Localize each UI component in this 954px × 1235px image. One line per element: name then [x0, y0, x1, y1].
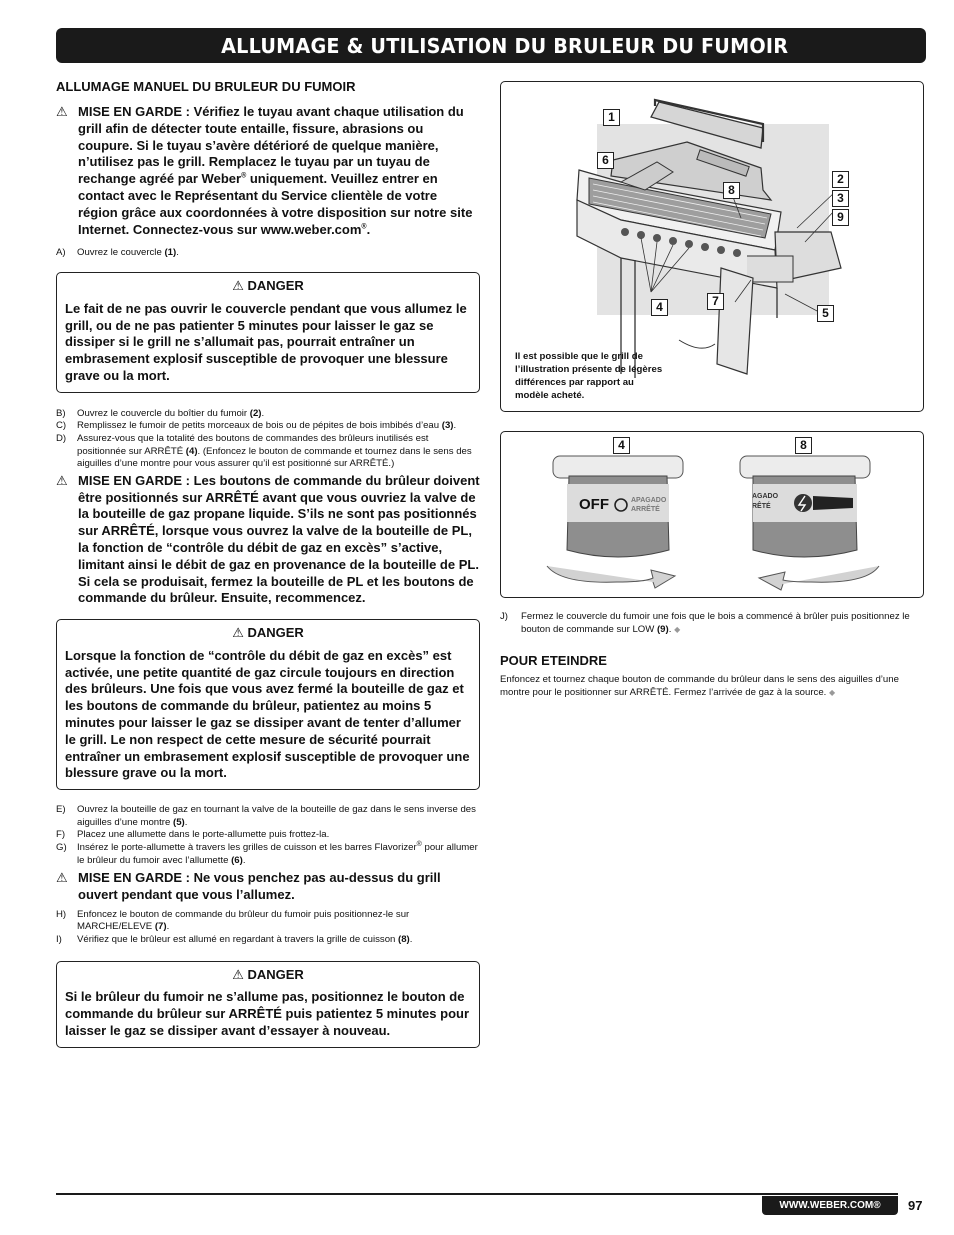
warning-triangle-icon: ⚠ — [56, 870, 68, 886]
step-f: F) Placez une allumette dans le porte-allumette puis frottez-la. — [56, 829, 330, 841]
callout-4: 4 — [651, 299, 668, 316]
page-title: ALLUMAGE & UTILISATION DU BRULEUR DU FUMOIR — [221, 34, 789, 58]
grill-illustration — [500, 81, 924, 412]
diamond-icon: ◆ — [674, 624, 681, 634]
knob-right-marking: AGADO RÊTÉ — [752, 493, 779, 510]
warning-lean: ⚠ MISE EN GARDE : Ne vous penchez pas au-dessus du grill ouvert pendant que vous l’allumez. — [56, 870, 441, 903]
header-bar — [56, 28, 926, 63]
section-title: ALLUMAGE MANUEL DU BRULEUR DU FUMOIR — [56, 79, 356, 94]
knob-illustration — [500, 431, 924, 598]
step-b: B) Ouvrez le couvercle du boîtier du fumoir (2). — [56, 407, 265, 419]
footer-url: WWW.WEBER.COM® — [762, 1196, 898, 1215]
diamond-icon: ◆ — [829, 687, 836, 697]
callout-knob-off: 4 — [613, 437, 630, 454]
callout-9: 9 — [832, 209, 849, 226]
warning-triangle-icon: ⚠ — [232, 625, 248, 641]
danger-box-no-ignition: ⚠ DANGER Si le brûleur du fumoir ne s’allume pas, positionnez le bouton de commande du brûleur sur ARRÊTÉ puis patientez 5 minutes pour laisser le gaz se dissiper avant d’essayer à nouveau. — [56, 961, 480, 1048]
section-text-off: Enfoncez et tournez chaque bouton de commande du brûleur dans le sens des aiguilles d’une montre pour le positionner sur ARRÊTÉ. Fermez l’arrivée de gaz à la source. ◆ — [500, 674, 899, 698]
step-a: A) Ouvrez le couvercle (1). — [56, 247, 179, 259]
step-h: H) Enfoncez le bouton de commande du brûleur du fumoir puis positionnez-le sur MARCHE/ELEVE (7). — [56, 908, 410, 933]
page-number: 97 — [908, 1198, 923, 1213]
right-column — [500, 81, 926, 699]
warning-triangle-icon: ⚠ — [232, 966, 248, 982]
callout-5: 5 — [817, 305, 834, 322]
step-d: D) Assurez-vous que la totalité des boutons de commandes des brûleurs inutilisés est positionnée sur ARRÊTÉ (4). (Enfoncez le bouton de commande et tournez dans le sens des aiguilles d’une montre pour vous assurer qu’il est positionné sur ARRÊTÉ.) — [56, 432, 472, 470]
callout-1: 1 — [603, 109, 620, 126]
knob-left-marking: APAGADO ARRÊTÉ — [631, 497, 667, 513]
callout-knob-high: 8 — [795, 437, 812, 454]
danger-box-excess-flow: ⚠ DANGER Lorsque la fonction de “contrôle du débit de gaz en excès” est activée, une petite quantité de gaz circule toujours en direction des brûleurs. Une fois que vous avez fermé la bouteille de gaz et les boutons de commande du brûleur, patientez au moins 5 minutes pour laisser le gaz se dissiper avant de tenter d’allumer le grill. Le non respect de cette mesure de sécurité pourrait entraîner un embrasement explosif susceptible de provoquer une blessure grave ou la mort. — [56, 619, 480, 790]
callout-6: 6 — [597, 152, 614, 169]
callout-7: 7 — [707, 293, 724, 310]
callout-8: 8 — [723, 182, 740, 199]
left-column — [56, 79, 480, 1048]
warning-triangle-icon: ⚠ — [56, 104, 68, 119]
step-c: C) Remplissez le fumoir de petits morceaux de bois ou de pépites de bois imbibés d’eau (3). — [56, 420, 457, 432]
step-i: I) Vérifiez que le brûleur est allumé en regardant à travers la grille de cuisson (8). — [56, 934, 413, 946]
warning-hose: ⚠ MISE EN GARDE : Vérifiez le tuyau avant chaque utilisation du grill afin de détecter toute entaille, fissure, abrasions ou coupure. Si le tuyau s’avère détérioré de quelque manière, n’utilisez pas le grill. Remplacez le tuyau par un tuyau de rechange agréé par Weber® uniquement. Veuillez entrer en contact avec le Représentant du Service clientèle de votre région grâce aux coordonnées à votre disposition sur notre site Internet. Connectez-vous sur www.weber.com®. — [56, 104, 473, 237]
footer-rule — [56, 1193, 898, 1195]
danger-box-lid: ⚠ DANGER Le fait de ne pas ouvrir le couvercle pendant que vous allumez le grill, ou de ne pas patienter 5 minutes pour laisser le gaz se dissiper si le grill ne s’allumait pas, pourrait entraîner un embrasement explosif susceptible de provoquer une blessure grave ou la mort. — [56, 272, 480, 393]
step-g: G) Insérez le porte-allumette à travers les grilles de cuisson et les barres Flavorizer® pour allumer le brûleur du fumoir avec l’allumette (6). — [56, 840, 478, 866]
knob-drawing — [501, 432, 924, 598]
warning-triangle-icon: ⚠ — [232, 277, 248, 293]
section-title-off: POUR ETEINDRE — [500, 653, 607, 669]
illustration-note: Il est possible que le grill de l’illustration présente de légères différences par rapport au modèle acheté. — [515, 351, 663, 401]
callout-3: 3 — [832, 190, 849, 207]
warning-triangle-icon: ⚠ — [56, 472, 68, 488]
step-e: E) Ouvrez la bouteille de gaz en tournant la valve de la bouteille de gaz dans le sens inverse des aiguilles d’une montre (5). — [56, 804, 476, 828]
knob-off-label: OFF — [579, 496, 609, 513]
step-j: J) Fermez le couvercle du fumoir une fois que le bois a commencé à brûler puis positionnez le bouton de commande sur LOW (9). ◆ — [500, 611, 910, 635]
callout-2: 2 — [832, 171, 849, 188]
warning-burner-knobs: ⚠ MISE EN GARDE : Les boutons de commande du brûleur doivent être positionnés sur ARRÊTÉ avant que vous ouvriez la valve de la bouteille de gaz propane liquide. S’ils ne sont pas positionnés sur ARRÊTÉ, lorsque vous ouvrez la valve de la bouteille de PL, la fonction de “contrôle du débit de gaz en excès” s’active, limitant ainsi le débit de gaz en provenance de la bouteille de PL. Si cela se produisait, fermez la bouteille de PL et les boutons de commande du brûleur. Ensuite, recommencez. — [56, 472, 480, 606]
